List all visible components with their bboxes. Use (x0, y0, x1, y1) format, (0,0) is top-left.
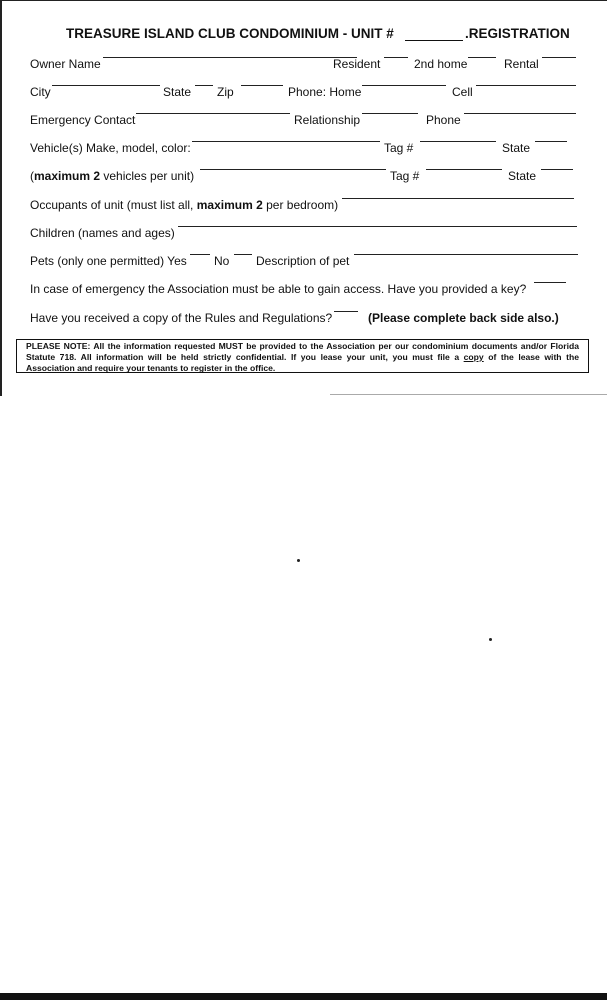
scan-artifact-line (330, 394, 607, 395)
row-children (30, 226, 580, 244)
pets-no-label: No (214, 254, 230, 268)
tag-2-field[interactable] (426, 169, 502, 170)
scan-edge-top (0, 0, 607, 1)
occupants-label: Occupants of unit (must list all, maximum 2 per bedroom) (30, 198, 339, 212)
title-left: TREASURE ISLAND CLUB CONDOMINIUM - UNIT # (66, 26, 394, 41)
pet-description-label: Description of pet (256, 254, 350, 268)
pets-label: Pets (only one permitted) Yes (30, 254, 187, 268)
home-phone-label: Phone: Home (288, 85, 362, 99)
vehicle-state-label: State (502, 141, 531, 155)
city-field[interactable] (52, 85, 160, 86)
tag-label: Tag # (384, 141, 414, 155)
notice-box: PLEASE NOTE: All the information requested MUST be provided to the Association per our condominium documents and/or Florida Statute 718. All information will be held strictly confidential. If you lease your unit, you must file a copy of the lease with the Association and require your tenants to register in the office. (16, 339, 589, 373)
relationship-field[interactable] (362, 113, 418, 114)
relationship-label: Relationship (294, 113, 361, 127)
vehicle-2-field[interactable] (200, 169, 386, 170)
scan-edge-left (0, 0, 2, 396)
children-label: Children (names and ages) (30, 226, 175, 240)
pets-no-field[interactable] (234, 254, 252, 255)
vehicle-label: Vehicle(s) Make, model, color: (30, 141, 191, 155)
emergency-contact-field[interactable] (136, 113, 290, 114)
row-owner (30, 57, 580, 75)
unit-number-field[interactable] (405, 40, 463, 41)
zip-label: Zip (217, 85, 234, 99)
row-emergency-access (30, 282, 580, 300)
row-rules (30, 311, 580, 329)
pet-description-field[interactable] (354, 254, 578, 255)
zip-field[interactable] (241, 85, 283, 86)
home-phone-field[interactable] (362, 85, 446, 86)
vehicle-2-state-label: State (508, 169, 537, 183)
vehicle-2-state-field[interactable] (541, 169, 573, 170)
state-field[interactable] (195, 85, 213, 86)
rules-label: Have you received a copy of the Rules and Regulations? (30, 311, 333, 325)
tag-field[interactable] (420, 141, 496, 142)
emergency-contact-label: Emergency Contact (30, 113, 136, 127)
scan-artifact-dot (297, 559, 300, 562)
row-emergency-contact (30, 113, 580, 131)
pets-yes-field[interactable] (190, 254, 210, 255)
rental-label: Rental (504, 57, 539, 71)
children-field[interactable] (178, 226, 577, 227)
rules-received-field[interactable] (334, 311, 358, 312)
scan-edge-bottom (0, 993, 607, 1000)
state-label: State (163, 85, 192, 99)
scan-artifact-dot (489, 638, 492, 641)
row-occupants (30, 198, 580, 216)
key-provided-field[interactable] (534, 282, 566, 283)
phone-field[interactable] (464, 113, 576, 114)
owner-label: Owner Name (30, 57, 101, 71)
row-vehicle (30, 141, 580, 159)
back-side-note: (Please complete back side also.) (368, 311, 559, 325)
city-label: City (30, 85, 51, 99)
resident-label: Resident (333, 57, 381, 71)
tag-2-label: Tag # (390, 169, 420, 183)
vehicle-state-field[interactable] (535, 141, 567, 142)
owner-name-field[interactable] (103, 57, 357, 58)
phone-label: Phone (426, 113, 461, 127)
vehicle-field[interactable] (192, 141, 380, 142)
emergency-access-label: In case of emergency the Association must be able to gain access. Have you provided a key? (30, 282, 527, 296)
resident-field[interactable] (384, 57, 408, 58)
second-home-field[interactable] (468, 57, 496, 58)
row-address (30, 85, 580, 103)
second-home-label: 2nd home (414, 57, 468, 71)
max-vehicles-label: (maximum 2 vehicles per unit) (30, 169, 195, 183)
occupants-field[interactable] (342, 198, 574, 199)
row-pets (30, 254, 580, 272)
title-right: .REGISTRATION (465, 26, 570, 41)
rental-field[interactable] (542, 57, 576, 58)
cell-label: Cell (452, 85, 473, 99)
row-vehicle-2 (30, 169, 580, 187)
cell-field[interactable] (476, 85, 576, 86)
